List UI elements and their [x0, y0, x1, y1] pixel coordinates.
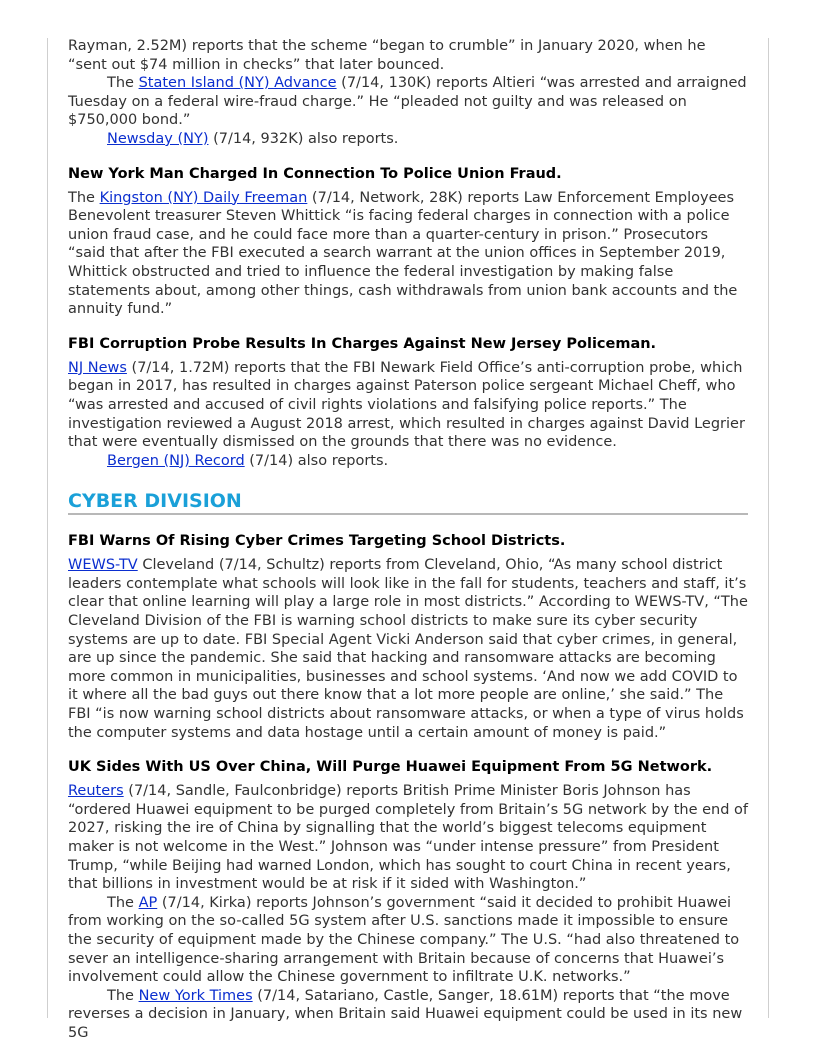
article-headline: UK Sides With US Over China, Will Purge Huawei Equipment From 5G Network. — [68, 759, 713, 776]
article-headline: FBI Warns Of Rising Cyber Crimes Targeting School Districts. — [68, 533, 566, 550]
article-body — [68, 359, 748, 471]
paragraph: Reuters (7/14, Sandle, Faulconbridge) reports British Prime Minister Boris Johnson has “ordered Huawei equipment to be purged completely from Britain’s 5G network by the end of 2027, risking the ire of China by signalling that the world’s biggest telecoms equipment maker is not welcome in the West.” Johnson was “under intense pressure” from President Trump, “while Beijing had warned London, which has sought to court China in recent years, that billions in investment would be at risk if it sided with Washington.” — [68, 783, 749, 893]
source-link-wews-tv[interactable]: WEWS-TV — [68, 557, 138, 574]
newsletter-content — [68, 37, 748, 1043]
paragraph: The AP (7/14, Kirka) reports Johnson’s government “said it decided to prohibit Huawei from working on the so-called 5G system after U.S. sanctions made it impossible to ensure the security of equipment made by the Chinese company.” The U.S. “had also threatened to sever an intelligence-sharing arrangement with Britain because of concerns that Huawei’s involvement could allow the Chinese government to infiltrate U.K. networks.” — [68, 894, 740, 986]
paragraph: The New York Times (7/14, Satariano, Castle, Sanger, 18.61M) reports that “the move reverses a decision in January, when Britain said Huawei equipment could be used in its new 5G — [68, 987, 743, 1041]
paragraph: The Staten Island (NY) Advance (7/14, 130K) reports Altieri “was arrested and arraigned Tuesday on a federal wire-fraud charge.” He “pleaded not guilty and was released on $750,000 bond.” — [68, 75, 747, 129]
paragraph: Bergen (NJ) Record (7/14) also reports. — [107, 452, 389, 469]
article-body — [68, 556, 748, 742]
article-body — [68, 782, 748, 1042]
source-link-nj-news[interactable]: NJ News — [68, 359, 127, 376]
source-link-new-york-times[interactable]: New York Times — [138, 987, 253, 1004]
article-continued — [68, 37, 748, 149]
source-link-staten-island-advance[interactable]: Staten Island (NY) Advance — [138, 75, 337, 92]
left-border-rule — [47, 38, 48, 1018]
paragraph: Rayman, 2.52M) reports that the scheme “began to crumble” in January 2020, when he “sent out $74 million in checks” that later bounced. — [68, 38, 706, 73]
article-headline: New York Man Charged In Connection To Police Union Fraud. — [68, 165, 562, 182]
source-link-newsday[interactable]: Newsday (NY) — [107, 130, 209, 147]
right-border-rule — [768, 38, 769, 1018]
paragraph: NJ News (7/14, 1.72M) reports that the FBI Newark Field Office’s anti-corruption probe, which began in 2017, has resulted in charges against Paterson police sergeant Michael Cheff, who “was arrested and accused of civil rights violations and falsifying police reports.” The investigation reviewed a August 2018 arrest, which resulted in charges against David Legrier that were eventually dismissed on the grounds that there was no evidence. — [68, 359, 745, 451]
article-headline: FBI Corruption Probe Results In Charges Against New Jersey Policeman. — [68, 335, 657, 352]
source-link-ap[interactable]: AP — [138, 894, 158, 911]
section-heading: CYBER DIVISION — [68, 490, 748, 515]
paragraph: Newsday (NY) (7/14, 932K) also reports. — [107, 130, 399, 147]
source-link-bergen-record[interactable]: Bergen (NJ) Record — [107, 452, 245, 469]
source-link-kingston-daily-freeman[interactable]: Kingston (NY) Daily Freeman — [99, 189, 308, 206]
article-body — [68, 189, 748, 319]
paragraph: WEWS-TV Cleveland (7/14, Schultz) reports from Cleveland, Ohio, “As many school district leaders contemplate what schools will look like in the fall for students, teachers and staff, it’s clear that online learning will play a large role in most districts.” According to WEWS-TV, “The Cleveland Division of the FBI is warning school districts to make sure its cyber security systems are up to date. FBI Special Agent Vicki Anderson said that cyber crimes, in general, are up since the pandemic. She said that hacking and ransomware attacks are becoming more common in municipalities, businesses and school systems. ‘And now we add COVID to it where all the bad guys out there know that a lot more people are online,’ she said.” The FBI “is now warning school districts about ransomware attacks, or when a type of virus holds the computer systems and data hostage until a certain amount of money is paid.” — [68, 557, 748, 741]
source-link-reuters[interactable]: Reuters — [68, 783, 124, 800]
paragraph: The Kingston (NY) Daily Freeman (7/14, Network, 28K) reports Law Enforcement Employees Benevolent treasurer Steven Whittick “is facing federal charges in connection with a police union fraud case, and he could face more than a quarter-century in prison.” Prosecutors “said that after the FBI executed a search warrant at the union offices in September 2019, Whittick obstructed and tried to influence the federal investigation by making false statements about, among other things, cash withdrawals from union bank accounts and the annuity fund.” — [68, 189, 738, 318]
